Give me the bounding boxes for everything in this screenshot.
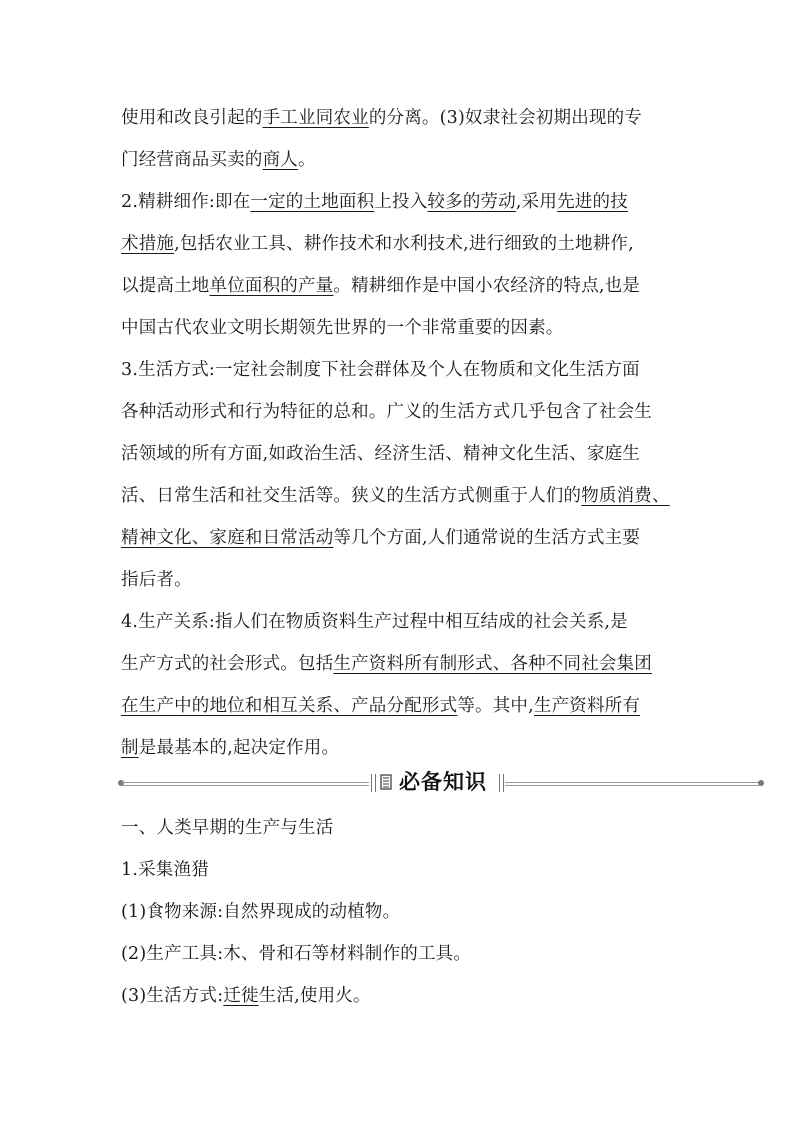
paragraph-line — [121, 233, 634, 255]
text-run: 。 — [298, 150, 316, 170]
divider-bar-left — [371, 774, 376, 792]
underlined-term: 术措施 — [121, 234, 175, 254]
divider-rule-left — [121, 782, 369, 786]
text-run: 是最基本的,起决定作用。 — [138, 738, 340, 758]
divider-rule-right — [505, 782, 759, 786]
section-divider — [121, 768, 761, 798]
subsection-title: 1.采集渔猎 — [121, 860, 209, 880]
book-icon — [380, 774, 392, 790]
paragraph-line — [121, 653, 652, 675]
paragraph-line: 指后者。 — [121, 570, 192, 590]
underlined-term: 先进的技 — [557, 192, 628, 212]
underlined-term: 单位面积的产量 — [209, 276, 334, 296]
text-run: ,包括农业工具、耕作技术和水利技术,进行细致的土地耕作, — [174, 234, 634, 254]
paragraph-line — [121, 107, 642, 129]
text-run: 。精耕细作是中国小农经济的特点,也是 — [333, 276, 641, 296]
list-item: (1)食物来源:自然界现成的动植物。 — [121, 902, 401, 922]
underlined-term: 在生产中的地位和相互关系、产品分配形式 — [121, 696, 458, 716]
text-run: 生活,使用火。 — [258, 986, 371, 1006]
text-run: ,采用 — [515, 192, 558, 212]
list-item — [121, 985, 371, 1007]
underlined-term: 商人 — [262, 150, 299, 170]
text-run: 等。其中, — [457, 696, 534, 716]
paragraph-line — [121, 191, 628, 213]
paragraph-line: 4.生产关系:指人们在物质资料生产过程中相互结成的社会关系,是 — [121, 612, 628, 632]
paragraph-line — [121, 737, 339, 759]
paragraph-line: 活领域的所有方面,如政治生活、经济生活、精神文化生活、家庭生 — [121, 444, 641, 464]
divider-dot-right — [758, 780, 764, 786]
paragraph-line: 3.生活方式:一定社会制度下社会群体及个人在物质和文化生活方面 — [121, 360, 640, 380]
text-run: 等几个方面,人们通常说的生活方式主要 — [333, 528, 641, 548]
text-run: (3)生活方式: — [121, 986, 224, 1006]
underlined-term: 迁徙 — [223, 986, 259, 1006]
text-run: 上投入 — [374, 192, 428, 212]
underlined-term: 生产资料所有制形式、各种不同社会集团 — [333, 654, 653, 674]
text-run: 使用和改良引起的 — [121, 108, 263, 128]
underlined-term: 一定的土地面积 — [250, 192, 375, 212]
section-heading: 必备知识 — [399, 770, 487, 794]
text-run: 活、日常生活和社交生活等。狭义的生活方式侧重于人们的 — [121, 486, 582, 506]
text-run: 门经营商品买卖的 — [121, 150, 263, 170]
underlined-term: 较多的劳动 — [427, 192, 516, 212]
paragraph-line: 中国古代农业文明长期领先世界的一个非常重要的因素。 — [121, 318, 564, 338]
text-run: 的分离。(3)奴隶社会初期出现的专 — [368, 108, 643, 128]
text-run: 2.精耕细作:即在 — [121, 192, 251, 212]
paragraph-line — [121, 695, 640, 717]
paragraph-line — [121, 275, 640, 297]
underlined-term: 手工业同农业 — [262, 108, 369, 128]
paragraph-line — [121, 527, 640, 549]
paragraph-line — [121, 485, 670, 507]
divider-bar-right — [499, 774, 504, 792]
underlined-term: 制 — [121, 738, 139, 758]
section-title: 一、人类早期的生产与生活 — [121, 818, 334, 838]
underlined-term: 精神文化、家庭和日常活动 — [121, 528, 334, 548]
paragraph-line: 各种活动形式和行为特征的总和。广义的生活方式几乎包含了社会生 — [121, 402, 652, 422]
text-run: 以提高土地 — [121, 276, 210, 296]
paragraph-line — [121, 149, 316, 171]
list-item: (2)生产工具:木、骨和石等材料制作的工具。 — [121, 944, 472, 964]
underlined-term: 生产资料所有 — [533, 696, 641, 716]
underlined-term: 物质消费、 — [581, 486, 670, 506]
text-run: 生产方式的社会形式。包括 — [121, 654, 334, 674]
